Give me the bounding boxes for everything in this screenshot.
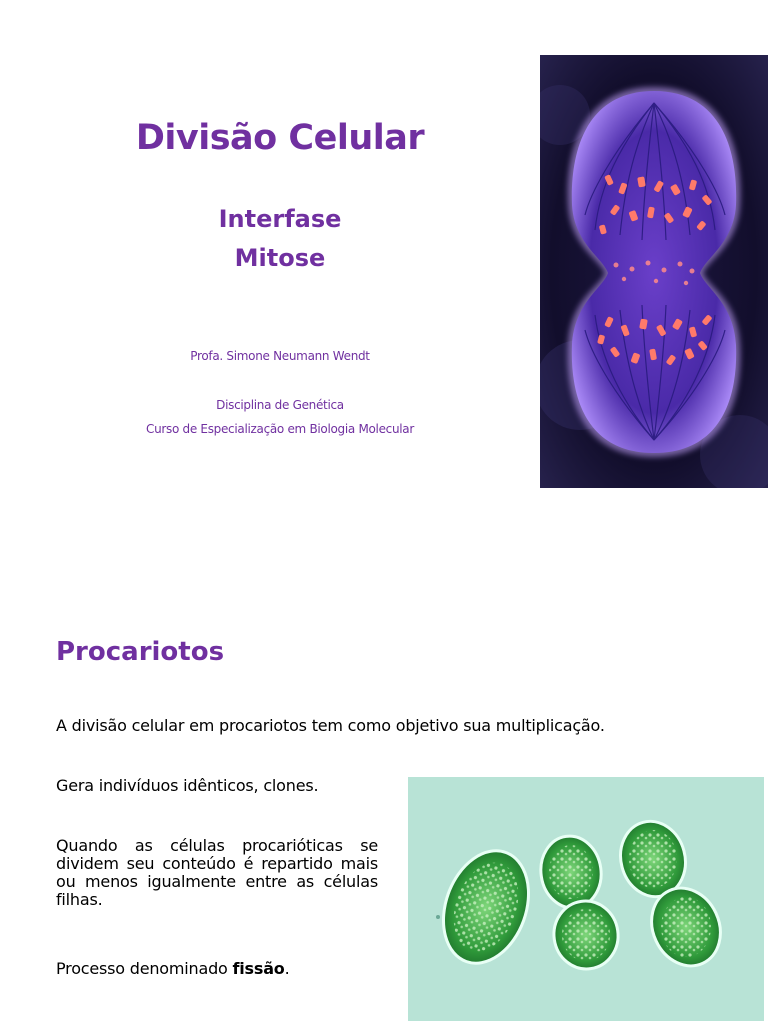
paragraph-clones: Gera indivíduos idênticos, clones. [56, 776, 319, 795]
slide-subtitle [80, 200, 480, 278]
green-bacteria-image [408, 777, 764, 1021]
paragraph-objective: A divisão celular em procariotos tem como objetivo sua multiplicação. [56, 716, 605, 735]
slide-procariotos [0, 512, 768, 1024]
section-heading: Procariotos [56, 637, 225, 667]
course-name: Curso de Especialização em Biologia Molecular [145, 422, 414, 436]
paragraph-fission [56, 959, 290, 978]
subtitle-mitose: Mitose [234, 244, 326, 272]
paragraph-division: Quando as células procarióticas se dividem seu conteúdo é repartido mais ou menos igualmente entre as células filhas. [56, 836, 378, 909]
author-name: Profa. Simone Neumann Wendt [190, 349, 370, 363]
fission-suffix: . [284, 959, 290, 978]
fission-term: fissão [232, 959, 285, 978]
mitosis-cell-image [540, 55, 768, 488]
fission-prefix: Processo denominado [56, 959, 233, 978]
slide-title-heading: Divisão Celular [135, 118, 425, 158]
discipline-name: Disciplina de Genética [216, 398, 344, 412]
subtitle-interfase: Interfase [218, 205, 342, 233]
